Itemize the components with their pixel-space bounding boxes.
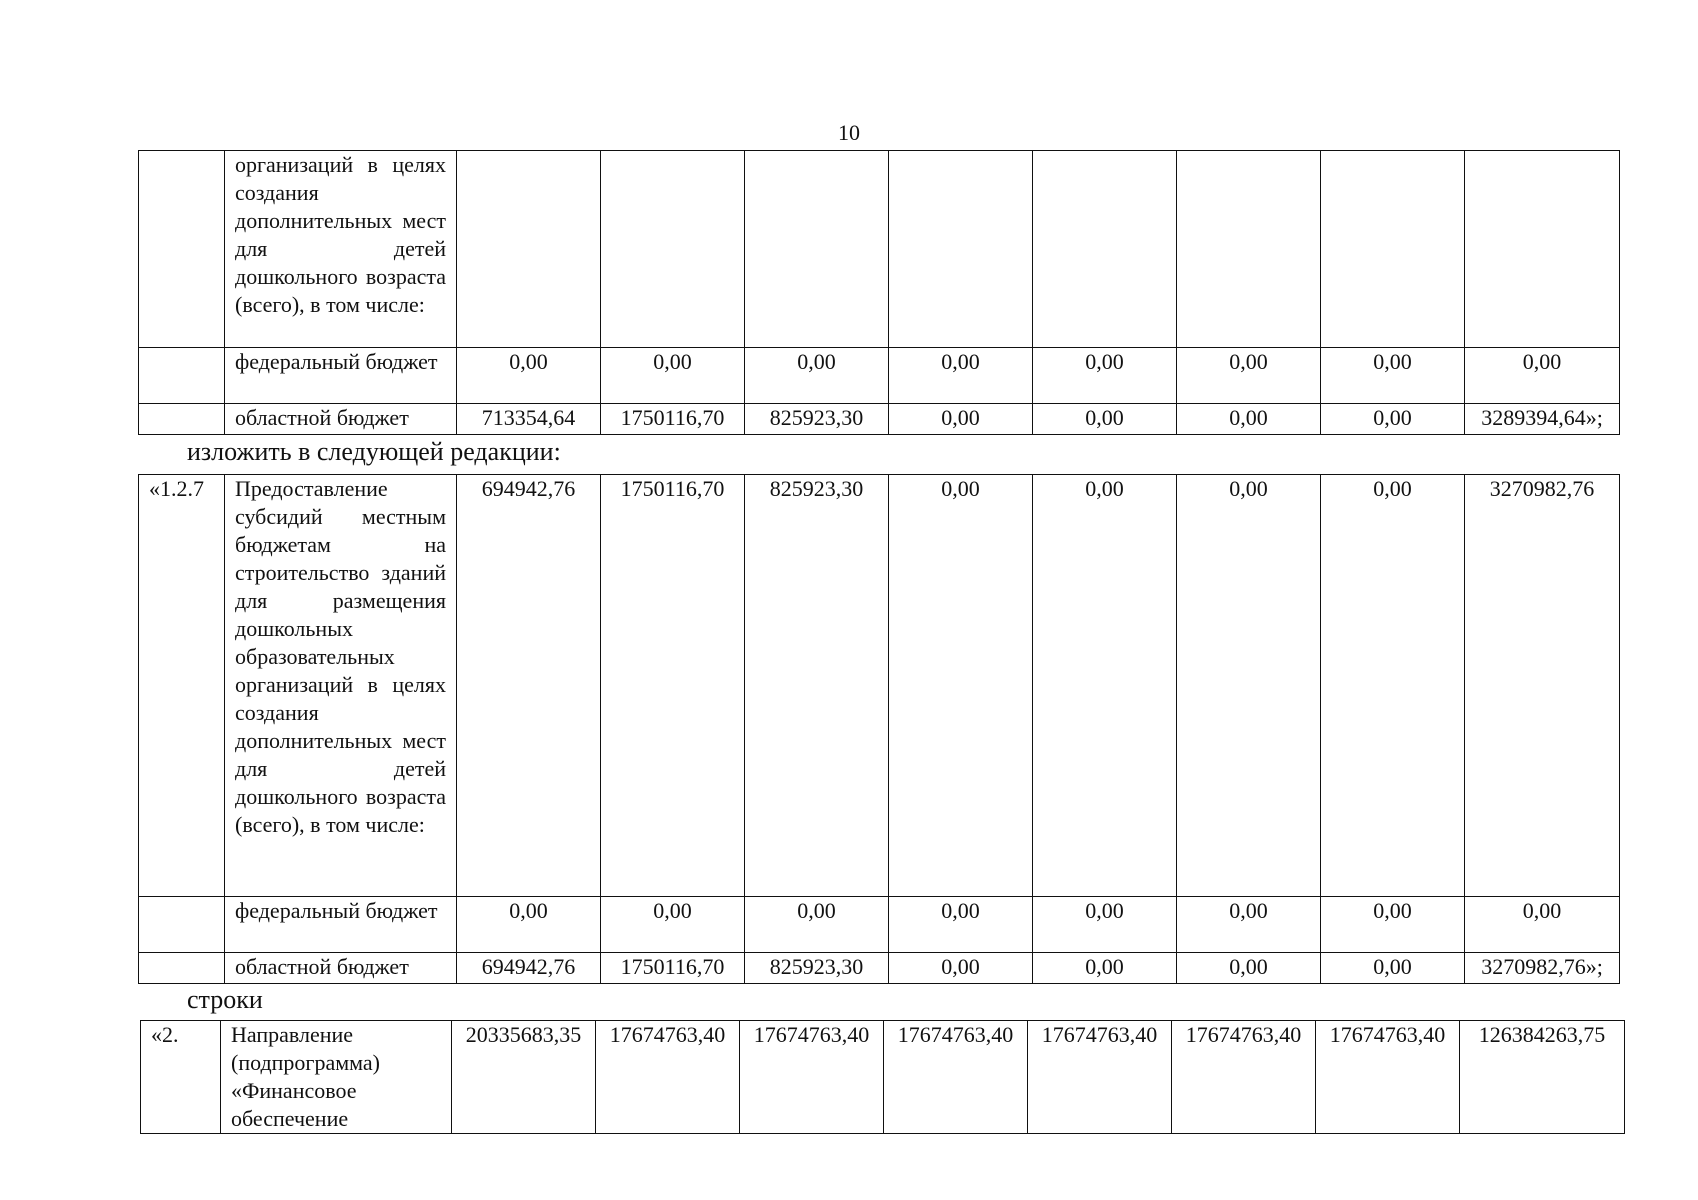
budget-table-top	[138, 150, 1620, 435]
row-code	[139, 953, 225, 984]
row-code: «1.2.7	[139, 475, 225, 897]
table-row	[139, 151, 1620, 348]
value-cell: 0,00	[1465, 348, 1620, 404]
value-cell: 0,00	[1177, 953, 1321, 984]
row-description: областной бюджет	[225, 953, 457, 984]
value-cell	[457, 151, 601, 348]
row-code	[139, 151, 225, 348]
table-row	[139, 897, 1620, 953]
row-description: организаций в целях создания дополнительных мест для детей дошкольного возраста (всего), в том числе:	[225, 151, 457, 348]
value-cell: 825923,30	[745, 404, 889, 435]
value-cell: 0,00	[889, 348, 1033, 404]
value-cell: 17674763,40	[740, 1021, 884, 1134]
value-cell: 17674763,40	[884, 1021, 1028, 1134]
value-cell	[1177, 151, 1321, 348]
value-cell: 0,00	[1033, 404, 1177, 435]
table-row	[141, 1021, 1625, 1134]
value-cell	[1465, 151, 1620, 348]
value-cell: 0,00	[889, 404, 1033, 435]
row-code: «2.	[141, 1021, 221, 1134]
budget-table-bottom	[140, 1020, 1625, 1134]
value-cell: 3270982,76	[1465, 475, 1620, 897]
value-cell: 0,00	[1465, 897, 1620, 953]
value-cell: 0,00	[745, 897, 889, 953]
table-row	[139, 475, 1620, 897]
value-cell: 3270982,76»;	[1465, 953, 1620, 984]
value-cell: 0,00	[1033, 475, 1177, 897]
value-cell: 0,00	[1177, 404, 1321, 435]
value-cell: 0,00	[601, 897, 745, 953]
row-code	[139, 348, 225, 404]
value-cell: 825923,30	[745, 475, 889, 897]
value-cell: 0,00	[457, 348, 601, 404]
value-cell: 1750116,70	[601, 953, 745, 984]
value-cell	[1321, 151, 1465, 348]
row-description: федеральный бюджет	[225, 897, 457, 953]
value-cell: 1750116,70	[601, 475, 745, 897]
value-cell: 0,00	[1321, 348, 1465, 404]
table-row	[139, 348, 1620, 404]
table-row	[139, 404, 1620, 435]
value-cell: 694942,76	[457, 953, 601, 984]
value-cell: 17674763,40	[596, 1021, 740, 1134]
value-cell	[745, 151, 889, 348]
value-cell: 3289394,64»;	[1465, 404, 1620, 435]
value-cell: 17674763,40	[1028, 1021, 1172, 1134]
value-cell: 0,00	[1033, 348, 1177, 404]
value-cell: 0,00	[1177, 897, 1321, 953]
value-cell: 0,00	[1177, 475, 1321, 897]
value-cell: 126384263,75	[1460, 1021, 1625, 1134]
value-cell: 0,00	[1177, 348, 1321, 404]
budget-table-revised	[138, 474, 1620, 984]
value-cell: 0,00	[457, 897, 601, 953]
value-cell	[601, 151, 745, 348]
value-cell: 0,00	[1321, 897, 1465, 953]
row-code	[139, 897, 225, 953]
instruction-paragraph: изложить в следующей редакции:	[187, 437, 561, 466]
value-cell: 694942,76	[457, 475, 601, 897]
value-cell: 0,00	[889, 475, 1033, 897]
value-cell: 713354,64	[457, 404, 601, 435]
value-cell: 0,00	[889, 953, 1033, 984]
row-code	[139, 404, 225, 435]
value-cell: 0,00	[1321, 404, 1465, 435]
value-cell: 17674763,40	[1316, 1021, 1460, 1134]
table-row	[139, 953, 1620, 984]
value-cell: 825923,30	[745, 953, 889, 984]
value-cell: 0,00	[1321, 953, 1465, 984]
instruction-paragraph: строки	[187, 985, 263, 1014]
value-cell: 17674763,40	[1172, 1021, 1316, 1134]
value-cell: 20335683,35	[452, 1021, 596, 1134]
value-cell: 0,00	[1033, 897, 1177, 953]
row-description: Направление (подпрограмма) «Финансовое обеспечение	[221, 1021, 452, 1134]
page-number: 10	[838, 120, 860, 145]
row-description: федеральный бюджет	[225, 348, 457, 404]
value-cell	[1033, 151, 1177, 348]
value-cell: 0,00	[601, 348, 745, 404]
value-cell: 0,00	[1033, 953, 1177, 984]
value-cell: 0,00	[1321, 475, 1465, 897]
row-description: областной бюджет	[225, 404, 457, 435]
value-cell: 0,00	[889, 897, 1033, 953]
value-cell	[889, 151, 1033, 348]
value-cell: 1750116,70	[601, 404, 745, 435]
value-cell: 0,00	[745, 348, 889, 404]
row-description: Предоставление субсидий местным бюджетам на строительство зданий для размещения дошкольных образовательных организаций в целях создания дополнительных мест для детей дошкольного возраста (всего), в том числе:	[225, 475, 457, 897]
